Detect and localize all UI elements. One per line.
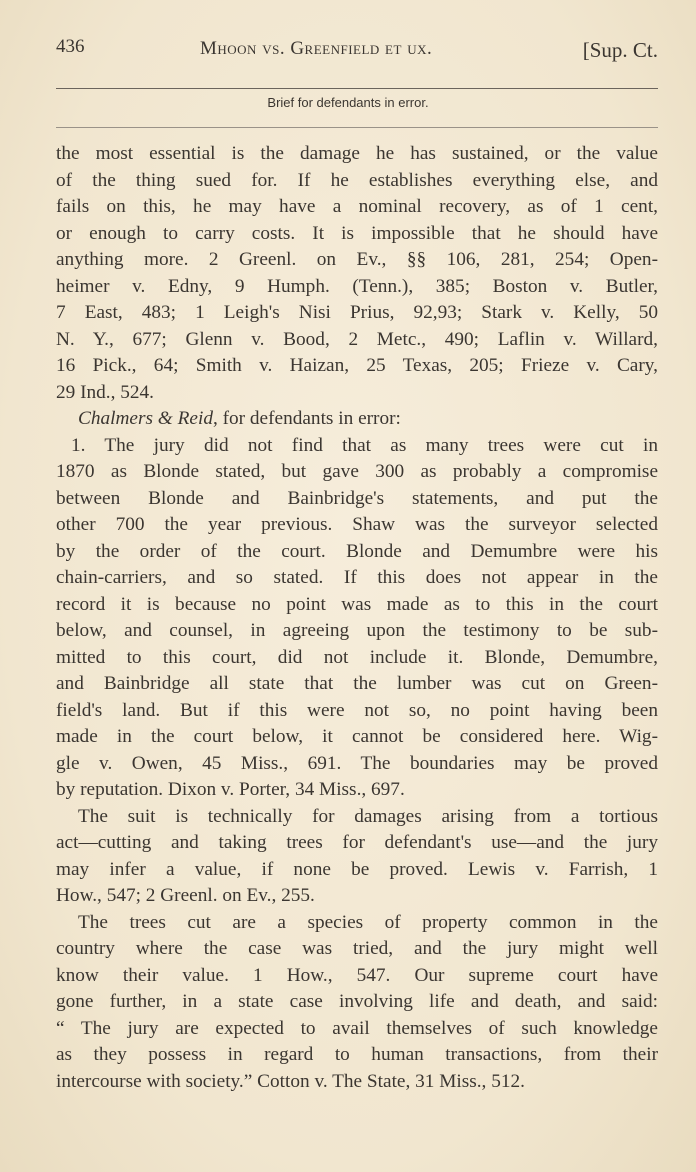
- body-text: [56, 141, 658, 1095]
- text-line: “ The jury are expected to avail themselves of such knowledge: [56, 1017, 658, 1039]
- header-rule-bottom: [56, 127, 658, 128]
- text-line: made in the court below, it cannot be considered here. Wig-: [56, 726, 658, 747]
- text-line: record it is because no point was made as to this in the court: [56, 593, 658, 615]
- text-line: country where the case was tried, and the jury might well: [56, 938, 658, 959]
- text-line: and Bainbridge all state that the lumber was cut on Green-: [56, 673, 658, 694]
- text-line: gone further, in a state case involving life and death, and said:: [56, 991, 658, 1012]
- subheading: Brief for defendants in error.: [267, 95, 429, 110]
- text-line: 29 Ind., 524.: [56, 381, 155, 403]
- text-line: How., 547; 2 Greenl. on Ev., 255.: [56, 885, 315, 906]
- text-line: 16 Pick., 64; Smith v. Haizan, 25 Texas, 205; Frieze v. Cary,: [56, 355, 658, 376]
- running-title: Mhoon vs. Greenfield et ux.: [200, 38, 433, 59]
- text-line: anything more. 2 Greenl. on Ev., §§ 106, 281, 254; Open-: [56, 249, 658, 270]
- page-number: 436: [56, 36, 85, 57]
- text-line: or enough to carry costs. It is impossible that he should have: [56, 222, 658, 244]
- text-line: between Blonde and Bainbridge's statements, and put the: [56, 487, 658, 509]
- text-line: The suit is technically for damages arising from a tortious: [78, 805, 658, 827]
- text-line: act—cutting and taking trees for defendant's use—and the jury: [56, 832, 658, 853]
- text-line: by the order of the court. Blonde and Demumbre were his: [56, 540, 658, 562]
- text-line: 1. The jury did not find that as many trees were cut in: [71, 434, 658, 456]
- text-line: may infer a value, if none be proved. Lewis v. Farrish, 1: [56, 858, 658, 880]
- text-line: 7 East, 483; 1 Leigh's Nisi Prius, 92,93; Stark v. Kelly, 50: [56, 302, 658, 323]
- court-label: [Sup. Ct.: [582, 38, 658, 62]
- text-line: other 700 the year previous. Shaw was the surveyor selected: [56, 514, 658, 535]
- text-line: know their value. 1 How., 547. Our supreme court have: [56, 964, 658, 986]
- text-line: gle v. Owen, 45 Miss., 691. The boundaries may be proved: [56, 752, 658, 774]
- text-line: [56, 406, 658, 433]
- text-line: the most essential is the damage he has sustained, or the value: [56, 143, 658, 164]
- text-line: field's land. But if this were not so, no point having been: [56, 699, 658, 721]
- text-line: N. Y., 677; Glenn v. Bood, 2 Metc., 490; Laflin v. Willard,: [56, 328, 658, 350]
- text-line: The trees cut are a species of property common in the: [78, 911, 658, 933]
- text-line: fails on this, he may have a nominal recovery, as of 1 cent,: [56, 196, 658, 217]
- text-line: chain-carriers, and so stated. If this does not appear in the: [56, 567, 658, 588]
- text-line: of the thing sued for. If he establishes everything else, and: [56, 169, 658, 191]
- counsel-names: Chalmers & Reid: [78, 408, 213, 429]
- text-line: as they possess in regard to human transactions, from their: [56, 1044, 658, 1065]
- counsel-role: , for defendants in error:: [212, 408, 401, 429]
- text-line: heimer v. Edny, 9 Humph. (Tenn.), 385; Boston v. Butler,: [56, 275, 658, 297]
- header-rule-top: [56, 88, 658, 89]
- text-line: intercourse with society.” Cotton v. The State, 31 Miss., 512.: [56, 1070, 525, 1092]
- text-line: below, and counsel, in agreeing upon the testimony to be sub-: [56, 620, 658, 641]
- text-line: mitted to this court, did not include it. Blonde, Demumbre,: [56, 646, 658, 668]
- text-line: 1870 as Blonde stated, but gave 300 as probably a compromise: [56, 461, 658, 482]
- text-line: by reputation. Dixon v. Porter, 34 Miss., 697.: [56, 779, 405, 800]
